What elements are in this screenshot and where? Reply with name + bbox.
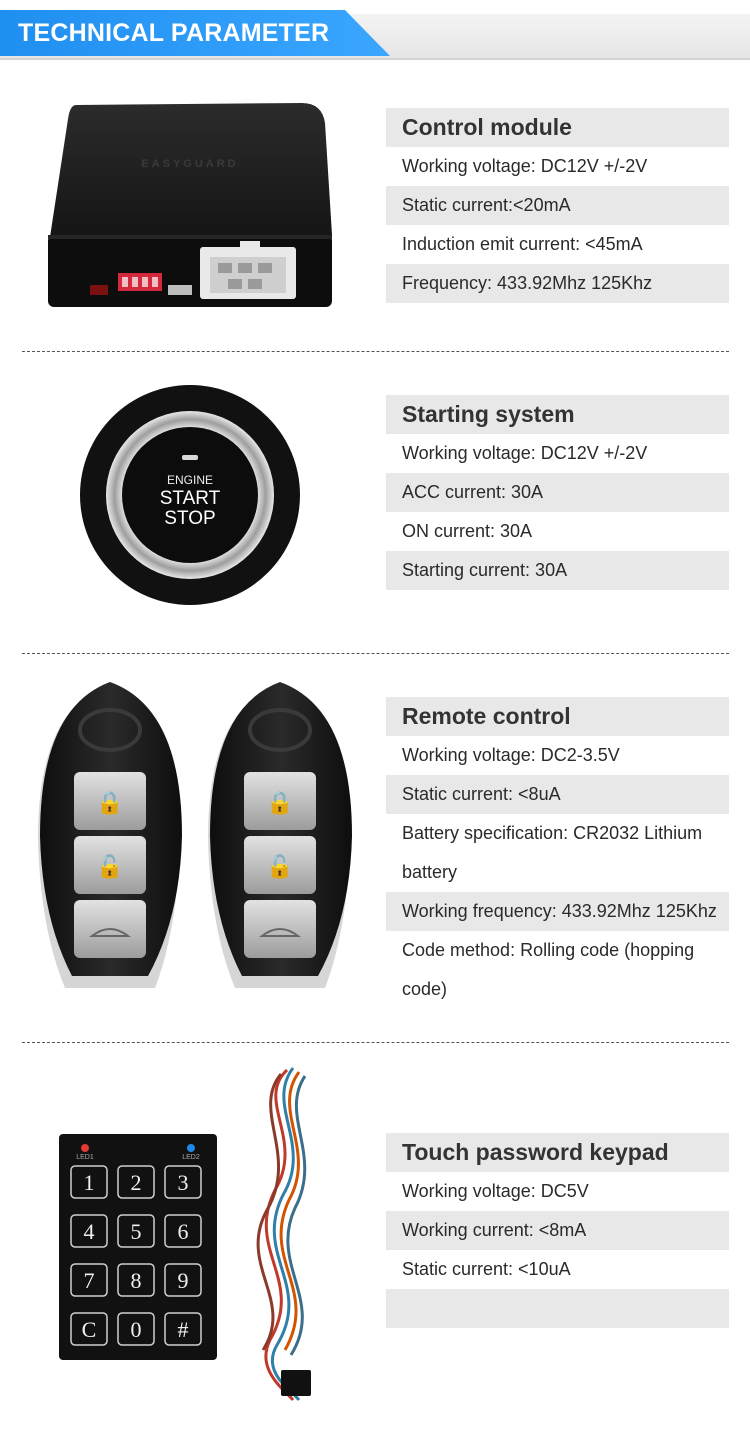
spec-row: Working voltage: DC12V +/-2V [402, 156, 648, 176]
unlock-icon: 🔓 [266, 854, 294, 879]
keypad-image [55, 1060, 325, 1412]
spec-row: ACC current: 30A [386, 473, 729, 512]
spec-row: Static current: <8uA [386, 775, 729, 814]
start-stop-button-image [78, 383, 302, 607]
spec-row: Working frequency: 433.92Mhz 125Khz [386, 892, 729, 931]
spec-row: ON current: 30A [402, 521, 533, 541]
spec-row: Code method: Rolling code (hopping code) [402, 940, 695, 999]
section-divider [22, 351, 729, 352]
keypad-key-label: 6 [177, 1219, 189, 1244]
control-module-title: Control module [386, 108, 729, 147]
brand-print: EASYGUARD [141, 158, 239, 170]
button-engine-label: ENGINE [166, 473, 214, 487]
keypad-key-label: 2 [130, 1170, 142, 1195]
spec-row: Static current:<20mA [386, 186, 729, 225]
control-module-spec-table [386, 108, 729, 303]
spec-row: Induction emit current: <45mA [402, 234, 643, 254]
lock-icon: 🔒 [266, 790, 294, 815]
keypad-title: Touch password keypad [386, 1133, 729, 1172]
section-divider [22, 1042, 729, 1043]
spec-row: Working voltage: DC12V +/-2V [402, 443, 648, 463]
starting-system-spec-table [386, 395, 729, 590]
button-stop-label: STOP [164, 508, 216, 529]
spec-row: Working voltage: DC5V [402, 1181, 589, 1201]
button-start-label: START [159, 488, 221, 509]
spec-row: Static current: <10uA [402, 1259, 571, 1279]
keypad-key-label: 4 [83, 1219, 95, 1244]
unlock-icon: 🔓 [96, 854, 124, 879]
keypad-key-label: 1 [83, 1170, 95, 1195]
spec-row: Battery specification: CR2032 Lithium battery [402, 823, 703, 882]
keypad-key-label: 3 [177, 1170, 189, 1195]
keypad-key-label: C [81, 1317, 97, 1342]
keypad-key-label: # [177, 1317, 189, 1342]
control-module-image [40, 95, 340, 315]
keypad-key-label: 9 [177, 1268, 189, 1293]
remote-control-title: Remote control [386, 697, 729, 736]
keypad-spec-table [386, 1133, 729, 1328]
spec-row: Starting current: 30A [386, 551, 729, 590]
lock-icon: 🔒 [96, 790, 124, 815]
section-divider [22, 653, 729, 654]
keypad-key-label: 8 [130, 1268, 142, 1293]
led2-label: LED2 [182, 1154, 200, 1161]
header-title: TECHNICAL PARAMETER [18, 19, 330, 47]
key-fob [208, 682, 352, 988]
spec-row [386, 1289, 729, 1328]
starting-system-title: Starting system [386, 395, 729, 434]
remote-control-image [30, 678, 360, 1000]
spec-row: Working current: <8mA [386, 1211, 729, 1250]
spec-row: Frequency: 433.92Mhz 125Khz [386, 264, 729, 303]
keypad-key-label: 0 [130, 1317, 142, 1342]
keypad-key-label: 5 [130, 1219, 142, 1244]
key-fob [38, 682, 182, 988]
led1-label: LED1 [76, 1154, 94, 1161]
section-header [0, 0, 750, 60]
spec-row: Working voltage: DC2-3.5V [402, 745, 620, 765]
keypad-key-label: 7 [83, 1268, 95, 1293]
remote-control-spec-table [386, 697, 729, 1009]
